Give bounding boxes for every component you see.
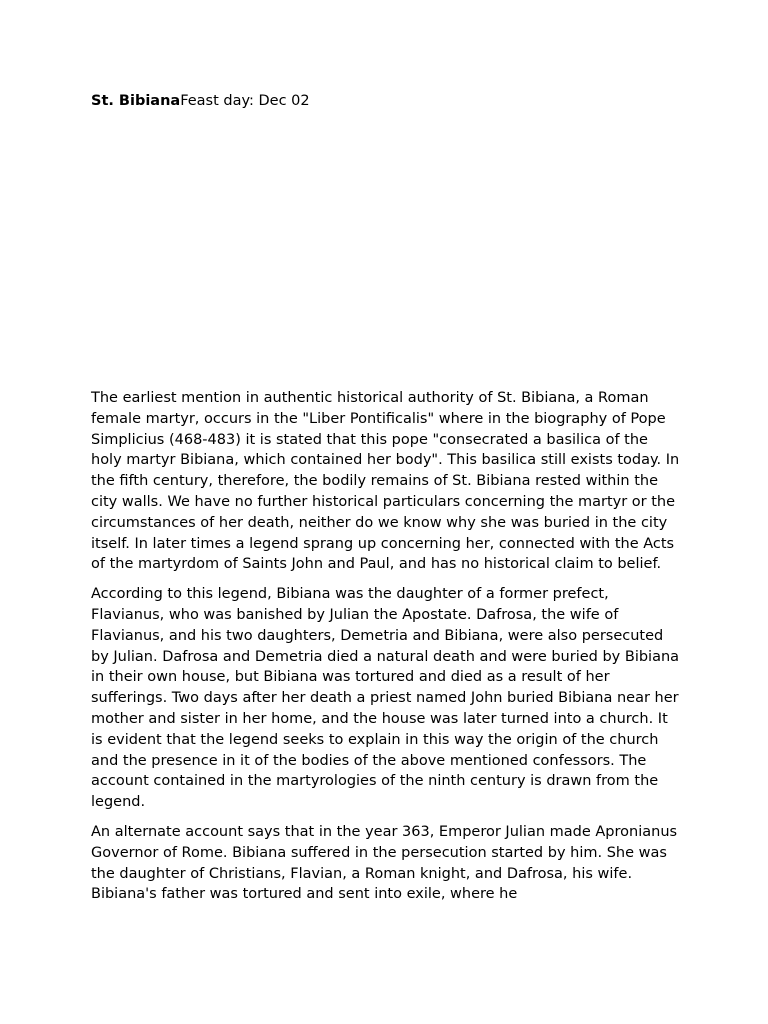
page-header: [91, 92, 310, 110]
article-paragraph: The earliest mention in authentic historical authority of St. Bibiana, a Roman female martyr, occurs in the "Liber Pontificalis" where in the biography of Pope Simplicius (468-483) it is stated that this pope "consecrated a basilica of the holy martyr Bibiana, which contained her body". This basilica still exists today. In the fifth century, therefore, the bodily remains of St. Bibiana rested within the city walls. We have no further historical particulars concerning the martyr or the circumstances of her death, neither do we know why she was buried in the city itself. In later times a legend sprang up concerning her, connected with the Acts of the martyrdom of Saints John and Paul, and has no historical claim to belief.: [91, 390, 680, 573]
feast-day: Feast day: Dec 02: [180, 93, 310, 109]
article-body: [91, 388, 681, 914]
saint-name: St. Bibiana: [91, 93, 181, 109]
article-paragraph: According to this legend, Bibiana was the daughter of a former prefect, Flavianus, who was banished by Julian the Apostate. Dafrosa, the wife of Flavianus, and his two daughters, Demetria and Bibiana, were also persecuted by Julian. Dafrosa and Demetria died a natural death and were buried by Bibiana in their own house, but Bibiana was tortured and died as a result of her sufferings. Two days after her death a priest named John buried Bibiana near her mother and sister in her home, and the house was later turned into a church. It is evident that the legend seeks to explain in this way the origin of the church and the presence in it of the bodies of the above mentioned confessors. The account contained in the martyrologies of the ninth century is drawn from the legend.: [91, 586, 680, 811]
article-paragraph: An alternate account says that in the year 363, Emperor Julian made Apronianus Governor of Rome. Bibiana suffered in the persecution started by him. She was the daughter of Christians, Flavian, a Roman knight, and Dafrosa, his wife. Bibiana's father was tortured and sent into exile, where he: [91, 823, 678, 903]
